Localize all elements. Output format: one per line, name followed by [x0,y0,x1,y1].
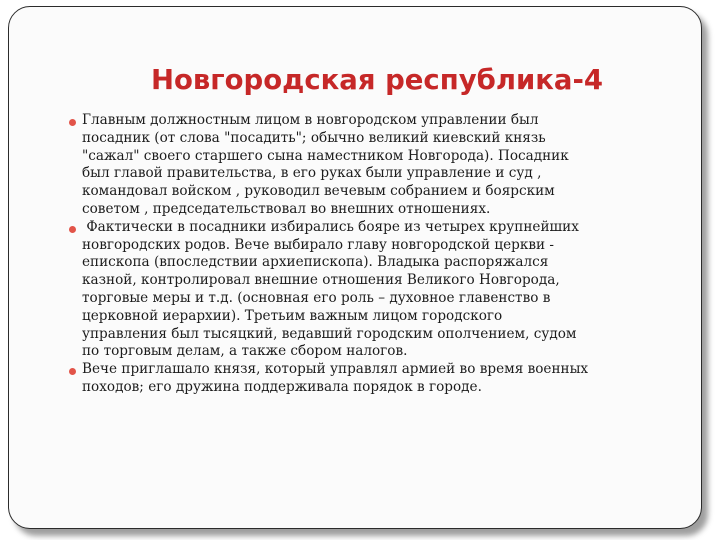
bullet-item [82,112,692,219]
bullet-text: Фактически в посадники избирались бояре из четырех крупнейших новгородских родов. Вече выбирало главу новгородской церкви - епископа (впоследствии архиепископа). Владыка распоряжался казной, контролировал внешние отношения Великого Новгорода, торговые меры и т.д. (основная его роль – духовное главенство в церковной иерархии). Третьим важным лицом городского управления был тысяцкий, ведавший городским ополчением, судом по торговым делам, а также сбором налогов. [82,218,579,360]
slide-title: Новгородская республика-4 [150,64,604,96]
bullet-dot-icon [69,226,76,233]
bullet-text: Главным должностным лицом в новгородском управлении был посадник (от слова "посадить"; обычно великий киевский князь "сажал" своего старшего сына наместником Новгорода). Посадник был главой правительства, в его руках были управление и суд , командовал войском , руководил вечевым собранием и боярским советом , председательствовал во внешних отношениях. [82,112,569,217]
bullet-item [82,219,692,361]
bullet-list [82,112,692,397]
bullet-dot-icon [69,119,76,126]
bullet-item [82,361,692,397]
bullet-text: Вече приглашало князя, который управлял армией во время военных походов; его дружина поддерживала порядок в городе. [82,361,589,395]
